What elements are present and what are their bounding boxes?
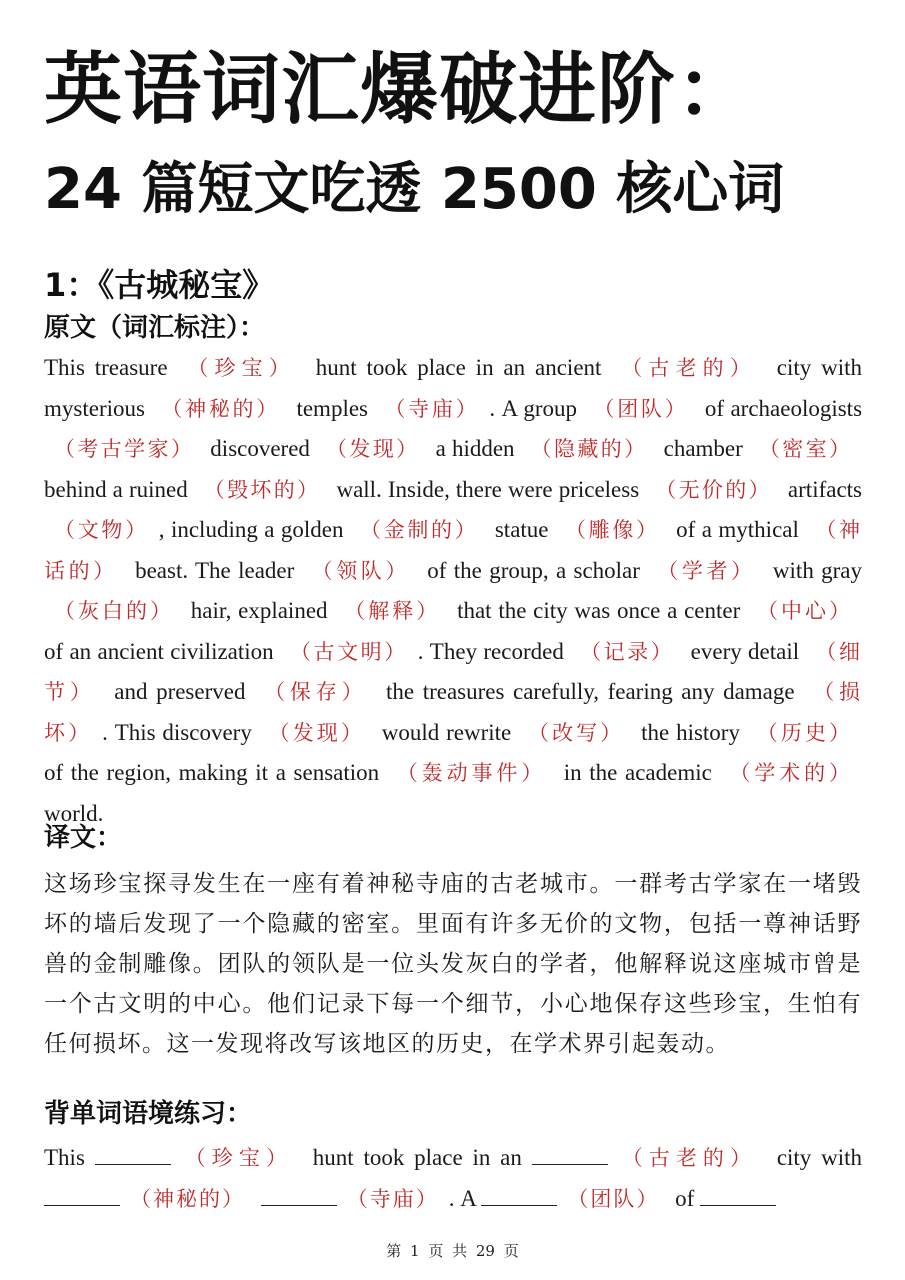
practice-heading: 背单词语境练习： [44,1099,253,1129]
fill-blank [700,1187,776,1206]
text-run: of archaeologists [698,395,863,421]
gloss-annotation: （历史） [756,720,852,745]
text-run: hunt took place in an ancient [305,355,612,380]
text-run: that the city was once a center [450,598,748,623]
fill-blank [532,1146,608,1165]
text-run: temples [289,395,375,421]
gloss-annotation: （古文明） [289,639,408,664]
gloss-annotation: （轰动事件） [396,761,547,785]
gloss-annotation: （团队） [567,1186,660,1211]
gloss-annotation: （损坏） [44,680,863,745]
gloss-annotation: （解释） [344,599,441,623]
text-run: beast. The leader [127,557,302,583]
text-run: the treasures carefully, fearing any damage [377,679,804,704]
text-run: would rewrite [374,719,519,745]
gloss-annotation: （无价的） [655,477,772,502]
gloss-annotation: （中心） [757,599,853,623]
text-run: of [669,1185,701,1211]
gloss-annotation: （珍宝） [187,356,296,380]
text-run: of a mythical [669,517,806,542]
original-paragraph [44,348,862,833]
gloss-annotation: （雕像） [564,518,660,542]
text-run: city with [767,1145,863,1170]
title-line-2: 24 篇短文吃透 2500 核心词 [44,157,785,222]
text-run: in the academic [556,760,720,785]
text-run: with gray [765,557,863,583]
fill-blank [481,1187,557,1206]
gloss-annotation: （毁坏的） [203,477,321,502]
gloss-annotation: （学者） [657,558,756,583]
gloss-annotation: （寺庙） [384,396,480,421]
text-run: . They recorded [417,638,571,664]
gloss-annotation: （隐藏的） [530,437,648,461]
text-run: of an ancient civilization [44,638,280,664]
text-run: hunt took place in an [302,1145,532,1170]
gloss-annotation: （灰白的） [54,599,175,623]
fill-blank [261,1187,337,1206]
text-run: of the region, making it a sensation [44,760,387,785]
gloss-annotation: （发现） [326,437,420,461]
title-line-1: 英语词汇爆破进阶： [44,45,756,135]
fill-blank [95,1146,171,1165]
text-run: city with mysterious [44,355,863,421]
text-run: of the group, a scholar [419,557,648,583]
gloss-annotation: （神话的） [44,518,863,583]
gloss-annotation: （细节） [44,639,863,704]
gloss-annotation: （考古学家） [54,437,195,461]
gloss-annotation: （保存） [264,680,368,704]
text-run: . This discovery [102,719,259,745]
page-footer: 第 1 页 共 29 页 [386,1242,519,1260]
text-run: behind a ruined [44,476,194,502]
text-run: chamber [657,436,749,461]
text-run: wall. Inside, there were priceless [330,476,646,502]
gloss-annotation: （神秘的） [130,1186,245,1211]
gloss-annotation: （领队） [311,558,410,583]
gloss-annotation: （文物） [54,518,149,542]
text-run: . A group [489,395,584,421]
text-run: statue [488,517,555,542]
gloss-annotation: （珍宝） [180,1146,293,1170]
gloss-annotation: （金制的） [359,518,479,542]
text-run: a hidden [429,436,521,461]
text-run: . A [448,1185,482,1211]
gloss-annotation: （古老的） [617,1146,758,1170]
gloss-annotation: （团队） [593,396,689,421]
practice-paragraph [44,1138,862,1219]
text-run: discovered [204,436,317,461]
original-heading: 原文（词汇标注）： [44,313,266,343]
text-run: hair, explained [184,598,335,623]
gloss-annotation: （学术的） [729,761,853,785]
translation-heading: 译文： [44,823,123,853]
text-run: artifacts [781,476,862,502]
text-run: and preserved [105,679,255,704]
text-run: the history [634,719,747,745]
text-run: This [44,1145,95,1170]
text-run: world. [44,800,104,826]
translation-paragraph: 这场珍宝探寻发生在一座有着神秘寺庙的古老城市。一群考古学家在一堵毁坏的墙后发现了一个隐藏的密室。里面有许多无价的文物，包括一尊神话野兽的金制雕像。团队的领队是一位头发灰白的学者，他解释说这座城市曾是一个古文明的中心。他们记录下每一个细节，小心地保存这些珍宝，生怕有任何损坏。这一发现将改写该地区的历史，在学术界引起轰动。 [44,871,862,1057]
gloss-annotation: （发现） [268,720,365,745]
text-run: , including a golden [158,517,350,542]
gloss-annotation: （神秘的） [161,396,280,421]
text-run: This treasure [44,355,178,380]
gloss-annotation: （记录） [580,639,675,664]
gloss-annotation: （古老的） [621,356,757,380]
fill-blank [44,1187,120,1206]
text-run: every detail [684,638,806,664]
gloss-annotation: （改写） [528,720,625,745]
section-title: 1：《古城秘宝》 [44,266,275,304]
gloss-annotation: （寺庙） [346,1186,439,1211]
gloss-annotation: （密室） [758,437,852,461]
